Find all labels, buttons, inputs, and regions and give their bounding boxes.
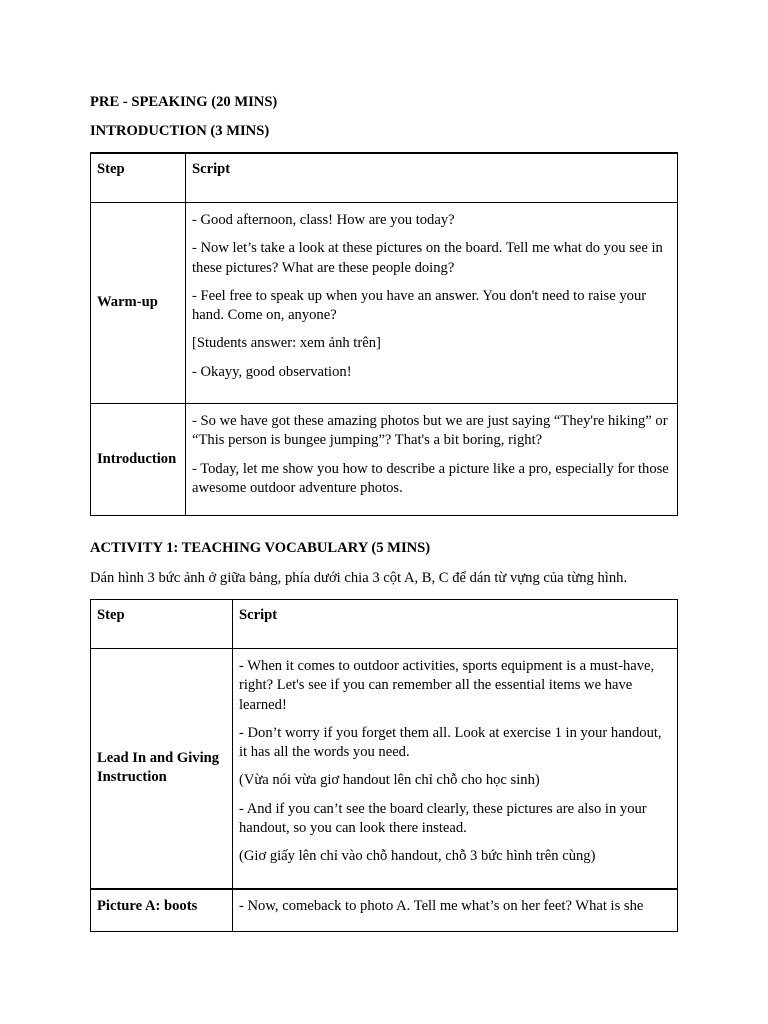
- script-line: - Today, let me show you how to describe a picture like a pro, especially for those awesome outdoor adventure photos.: [192, 460, 669, 496]
- script-line: [Students answer: xem ảnh trên]: [192, 335, 381, 352]
- table-row: [91, 404, 678, 516]
- script-line: - And if you can’t see the board clearly, these pictures are also in your handout, so you can look there instead.: [239, 800, 647, 836]
- introduction-table: [90, 152, 678, 516]
- script-line: - When it comes to outdoor activities, sports equipment is a must-have, right? Let's see if you can remember all the essential items we have learned!: [239, 658, 655, 713]
- column-header-step: Step: [91, 600, 233, 649]
- table-row: [91, 203, 678, 404]
- script-line: - Feel free to speak up when you have an answer. You don't need to raise your hand. Come on, anyone?: [192, 287, 647, 323]
- script-cell: [233, 889, 678, 932]
- step-cell: Introduction: [91, 404, 186, 516]
- script-line: - Don’t worry if you forget them all. Look at exercise 1 in your handout, it has all the words you need.: [239, 724, 662, 760]
- script-line: - Good afternoon, class! How are you today?: [192, 212, 455, 228]
- script-line: (Vừa nói vừa giơ handout lên chỉ chỗ cho học sinh): [239, 772, 540, 789]
- step-cell: Picture A: boots: [91, 889, 233, 932]
- script-line: - So we have got these amazing photos but we are just saying “They're hiking” or “This person is bungee jumping”? That's a bit boring, right?: [192, 413, 668, 449]
- activity-1-table: [90, 599, 678, 932]
- step-cell: Lead In and Giving Instruction: [91, 649, 233, 889]
- section-heading-activity-1: ACTIVITY 1: TEACHING VOCABULARY (5 MINS): [90, 540, 431, 556]
- script-line: - Now let’s take a look at these pictures on the board. Tell me what do you see in these pictures? What are these people doing?: [192, 240, 663, 276]
- column-header-step: Step: [91, 153, 186, 203]
- step-cell: Warm-up: [91, 203, 186, 404]
- column-header-script: Script: [186, 153, 678, 203]
- activity-1-note: Dán hình 3 bức ảnh ở giữa bảng, phía dưới chia 3 cột A, B, C để dán từ vựng của từng hình.: [90, 570, 628, 586]
- script-line: (Giơ giấy lên chỉ vào chỗ handout, chỗ 3 bức hình trên cùng): [239, 848, 596, 864]
- script-cell: [186, 203, 678, 404]
- column-header-script: Script: [233, 600, 678, 649]
- section-heading-pre-speaking: PRE - SPEAKING (20 MINS): [90, 94, 278, 110]
- section-heading-introduction: INTRODUCTION (3 MINS): [90, 123, 270, 139]
- script-cell: [186, 404, 678, 516]
- table-header-row: [91, 600, 678, 649]
- script-line: - Okayy, good observation!: [192, 363, 352, 380]
- script-line: - Now, comeback to photo A. Tell me what’s on her feet? What is she: [239, 897, 644, 914]
- table-row: [91, 889, 678, 932]
- script-cell: [233, 649, 678, 889]
- table-row: [91, 649, 678, 889]
- table-header-row: [91, 153, 678, 203]
